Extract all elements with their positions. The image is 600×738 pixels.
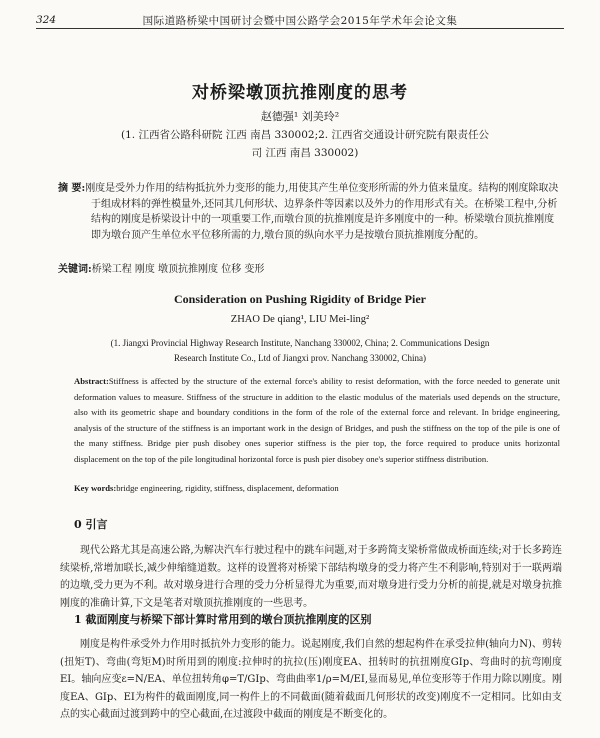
abstract-cn-label: 摘 要: bbox=[58, 183, 86, 194]
keywords-en bbox=[74, 483, 560, 493]
affiliation-cn: (1. 江西省公路科研院 江西 南昌 330002;2. 江西省交通设计研究院有限责任公司 江西 南昌 330002) bbox=[121, 129, 489, 159]
abstract-cn-text: 刚度是受外力作用的结构抵抗外力变形的能力,用使其产生单位变形所需的外力值来量度。结构的刚度除取决于组成材料的弹性模量外,还同其几何形状、边界条件等因素以及外力的作用形式有关。在桥梁工程中,分析结构的刚度是桥梁设计中的一项重要工作,而墩台顶的抗推刚度是许多刚度中的一种。桥梁墩台顶抗推刚度即为墩台顶产生单位水平位移所需的力,墩台顶的纵向水平力是按墩台顶抗推刚度分配的。 bbox=[85, 183, 559, 241]
section-0-heading: 0 引言 bbox=[74, 518, 108, 531]
paper-title-en: Consideration on Pushing Rigidity of Bridge Pier bbox=[173, 292, 427, 306]
section-0-paragraph: 现代公路尤其是高速公路,为解决汽车行驶过程中的跳车问题,对于多跨简支梁桥常做成桥面连续;对于长多跨连续梁桥,常增加联长,减少伸缩缝道数。这样的设置将对桥梁下部结构墩身的受力将产生不利影响,特别对于一联两端的边墩,受力更为不利。故对墩身进行合理的受力分析显得尤为重要,而对墩身进行受力分析的前提,就是对墩身抗推刚度的准确计算,下文是笔者对墩顶抗推刚度的一些思考。 bbox=[60, 545, 562, 609]
abstract-cn bbox=[58, 181, 560, 243]
keywords-en-text: bridge engineering, rigidity, stiffness, displacement, deformation bbox=[116, 483, 339, 493]
abstract-en-label: Abstract: bbox=[74, 376, 109, 386]
abstract-en bbox=[74, 374, 560, 467]
paper-title-cn: 对桥梁墩顶抗推刚度的思考 bbox=[192, 83, 408, 103]
header-rule bbox=[36, 28, 564, 29]
running-header bbox=[36, 11, 564, 29]
page-number: 324 bbox=[36, 14, 57, 26]
section-1-paragraph: 刚度是构件承受外力作用时抵抗外力变形的能力。说起刚度,我们自然的想起构件在承受拉伸(轴向力N)、剪转(扭矩T)、弯曲(弯矩M)时所用到的刚度:拉伸时的抗拉(压)刚度EA、扭转时的抗扭刚度GIp、弯曲时的抗弯刚度EI。轴向应变ε=N/EA、单位扭转角φ=T/GIp、弯曲曲率1/ρ=M/EI,显而易见,单位变形等于作用力除以刚度。刚度EA、GIp、EI为构件的截面刚度,同一构件上的不同截面(随着截面几何形状的改变)刚度不一定相同。比如由支点的实心截面过渡到跨中的空心截面,在过渡段中截面的刚度是不断变化的。 bbox=[60, 639, 562, 720]
affiliation-en: (1. Jiangxi Provincial Highway Research Institute, Nanchang 330002, China; 2. Communications Design Research Institute Co., Ltd of Jiangxi prov. Nanchang 330002, China) bbox=[110, 338, 490, 363]
keywords-en-label: Key words: bbox=[74, 483, 117, 493]
section-1-heading: 1 截面刚度与桥梁下部计算时常用到的墩台顶抗推刚度的区别 bbox=[74, 613, 372, 626]
keywords-cn-text: 桥梁工程 刚度 墩顶抗推刚度 位移 变形 bbox=[91, 264, 265, 275]
keywords-cn-label: 关键词: bbox=[58, 264, 92, 275]
authors-cn: 赵德强¹ 刘美玲² bbox=[260, 110, 340, 123]
running-title: 国际道路桥梁中国研讨会暨中国公路学会2015年学术年会论文集 bbox=[142, 14, 458, 27]
keywords-cn bbox=[58, 262, 560, 278]
authors-en: ZHAO De qiang¹, LIU Mei-ling² bbox=[230, 314, 370, 325]
abstract-en-text: Stiffness is affected by the structure of the external force's ability to resist deformation, with the force needed to generate unit deformation values to measure. Stiffness of the structure in addition to the elastic modulus of the materials used depends on the structure, also with its geometric shape and boundary conditions in the form of the role of the external force and relevant. In bridge engineering, analysis of the structure of the stiffness is an important work in the design of Bridges, and push the stiffness on the top of the pile is one of the many stiffness. Bridge pier push disobey ones superior stiffness is the pier top, the force required to produce units horizontal displacement on the top of the pile longitudinal horizontal force is push pier disobey one's superior stiffness distribution. bbox=[74, 376, 560, 464]
